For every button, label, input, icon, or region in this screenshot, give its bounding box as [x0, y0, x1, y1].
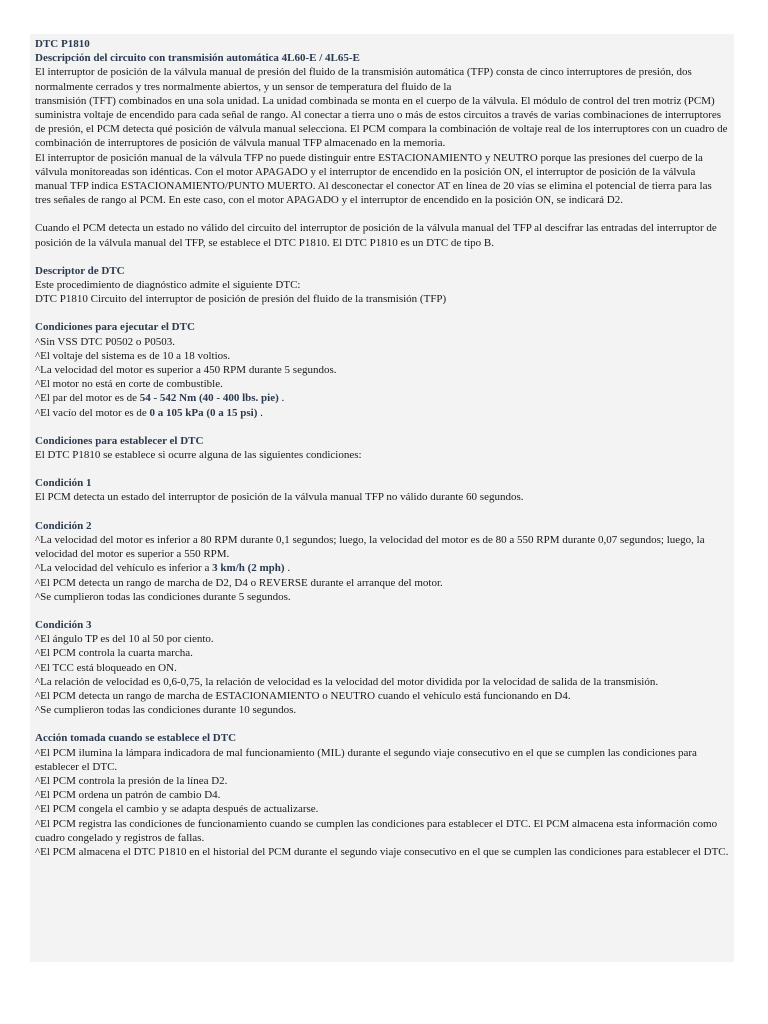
section-heading-condition-3: Condición 3 — [35, 618, 92, 631]
list-item: ^La relación de velocidad es 0,6-0,75, la relación de velocidad es la velocidad del motor dividida por la velocidad de salida de la transmisión. — [35, 675, 659, 688]
list-item: ^El PCM controla la presión de la línea D2. — [35, 774, 228, 787]
list-item — [35, 406, 730, 420]
list-item: ^El ángulo TP es del 10 al 50 por ciento. — [35, 633, 214, 646]
section-heading-condition-2: Condición 2 — [35, 519, 92, 532]
text: ^El vacío del motor es de — [35, 406, 150, 419]
text: ^El par del motor es de — [35, 392, 140, 405]
section-heading-condition-1: Condición 1 — [35, 477, 92, 490]
list-item: ^El PCM controla la cuarta marcha. — [35, 647, 193, 660]
text: . — [257, 406, 263, 419]
section-heading-descriptor: Descriptor de DTC — [35, 264, 125, 277]
paragraph: DTC P1810 Circuito del interruptor de posición de presión del fluido de la transmisión (TFP) — [35, 293, 447, 306]
list-item: ^Se cumplieron todas las condiciones durante 5 segundos. — [35, 590, 291, 603]
paragraph: El DTC P1810 se establece si ocurre alguna de las siguientes condiciones: — [35, 449, 362, 462]
text: ^La velocidad del vehículo es inferior a — [35, 562, 213, 575]
list-item: ^El PCM ilumina la lámpara indicadora de mal funcionamiento (MIL) durante el segundo viaje consecutivo en el que se cumplen las condiciones para establecer el DTC. — [35, 746, 697, 773]
list-item: ^La velocidad del motor es superior a 450 RPM durante 5 segundos. — [35, 364, 337, 377]
list-item — [35, 391, 730, 405]
list-item: ^Sin VSS DTC P0502 o P0503. — [35, 335, 176, 348]
list-item: ^El PCM detecta un rango de marcha de ESTACIONAMIENTO o NEUTRO cuando el vehículo está funcionando en D4. — [35, 689, 571, 702]
list-item: ^El PCM almacena el DTC P1810 en el historial del PCM durante el segundo viaje consecutivo en el que se cumplen las condiciones para establecer el DTC. — [35, 845, 729, 858]
list-item: ^El motor no está en corte de combustible. — [35, 378, 223, 391]
document-body — [30, 34, 734, 962]
torque-value: 54 - 542 Nm (40 - 400 lbs. pie) — [139, 392, 279, 405]
list-item: ^El PCM congela el cambio y se adapta después de actualizarse. — [35, 803, 319, 816]
text: . — [278, 392, 285, 405]
list-item — [35, 561, 730, 575]
paragraph: Este procedimiento de diagnóstico admite el siguiente DTC: — [35, 279, 301, 292]
speed-value: 3 km/h (2 mph) — [212, 562, 285, 575]
vacuum-value: 0 a 105 kPa (0 a 15 psi) — [149, 406, 258, 419]
paragraph: transmisión (TFT) combinados en una sola unidad. La unidad combinada se monta en el cuerpo de la válvula. El módulo de control del tren motriz (PCM) suministra voltaje de encendido para cada señal de rango. Al conectar a tierra uno o más de estos circuitos a través de varias combinaciones de interruptores de presión, el PCM detecta qué posición de válvula manual selecciona. El PCM compara la combinación de voltaje real de los interruptores con un cuadro de combinación de interruptores de posición de válvula manual TFP almacenado en la memoria. — [35, 94, 728, 150]
section-heading-set-conditions: Condiciones para establecer el DTC — [35, 434, 204, 447]
list-item: ^El PCM detecta un rango de marcha de D2, D4 o REVERSE durante el arranque del motor. — [35, 576, 443, 589]
paragraph: El interruptor de posición de la válvula manual de presión del fluido de la transmisión automática (TFP) consta de cinco interruptores de presión, dos normalmente cerrados y tres normalmente abiertos, y un sensor de temperatura del fluido de la — [35, 66, 692, 93]
paragraph: Cuando el PCM detecta un estado no válido del circuito del interruptor de posición de la válvula manual del TFP al descifrar las entradas del interruptor de posición de la válvula manual del TFP, se establece el DTC P1810. El DTC P1810 es un DTC de tipo B. — [35, 222, 717, 249]
list-item: ^El PCM registra las condiciones de funcionamiento cuando se cumplen las condiciones para establecer el DTC. El PCM almacena esta información como cuadro congelado y registros de fallas. — [35, 817, 718, 844]
list-item: ^El voltaje del sistema es de 10 a 18 voltios. — [35, 349, 231, 362]
page-title: DTC P1810 — [35, 38, 90, 50]
list-item: ^Se cumplieron todas las condiciones durante 10 segundos. — [35, 704, 297, 717]
list-item: ^El PCM ordena un patrón de cambio D4. — [35, 789, 221, 802]
list-item: ^La velocidad del motor es inferior a 80 RPM durante 0,1 segundos; luego, la velocidad del motor es de 80 a 550 RPM durante 0,07 segundos; luego, la velocidad del motor es superior a 550 RPM. — [35, 533, 705, 561]
list-item: ^El TCC está bloqueado en ON. — [35, 661, 177, 674]
section-heading-description: Descripción del circuito con transmisión automática 4L60-E / 4L65-E — [35, 52, 360, 65]
section-heading-action-taken: Acción tomada cuando se establece el DTC — [35, 732, 237, 745]
text: . — [284, 562, 291, 575]
paragraph: El PCM detecta un estado del interruptor de posición de la válvula manual TFP no válido durante 60 segundos. — [35, 491, 524, 504]
section-heading-run-conditions: Condiciones para ejecutar el DTC — [35, 321, 195, 334]
paragraph: El interruptor de posición manual de la válvula TFP no puede distinguir entre ESTACIONAMIENTO y NEUTRO porque las presiones del cuerpo de la válvula monitoreadas son idénticas. Con el motor APAGADO y el interruptor de encendido en la posición ON, el interruptor de posición de la válvula manual TFP indica ESTACIONAMIENTO/PUNTO MUERTO. Al desconectar el conector AT en línea de 20 vías se elimina el potencial de tierra para las tres señales de rango al PCM. En este caso, con el motor APAGADO y el interruptor de encendido en la posición ON, se indicará D2. — [35, 151, 712, 207]
